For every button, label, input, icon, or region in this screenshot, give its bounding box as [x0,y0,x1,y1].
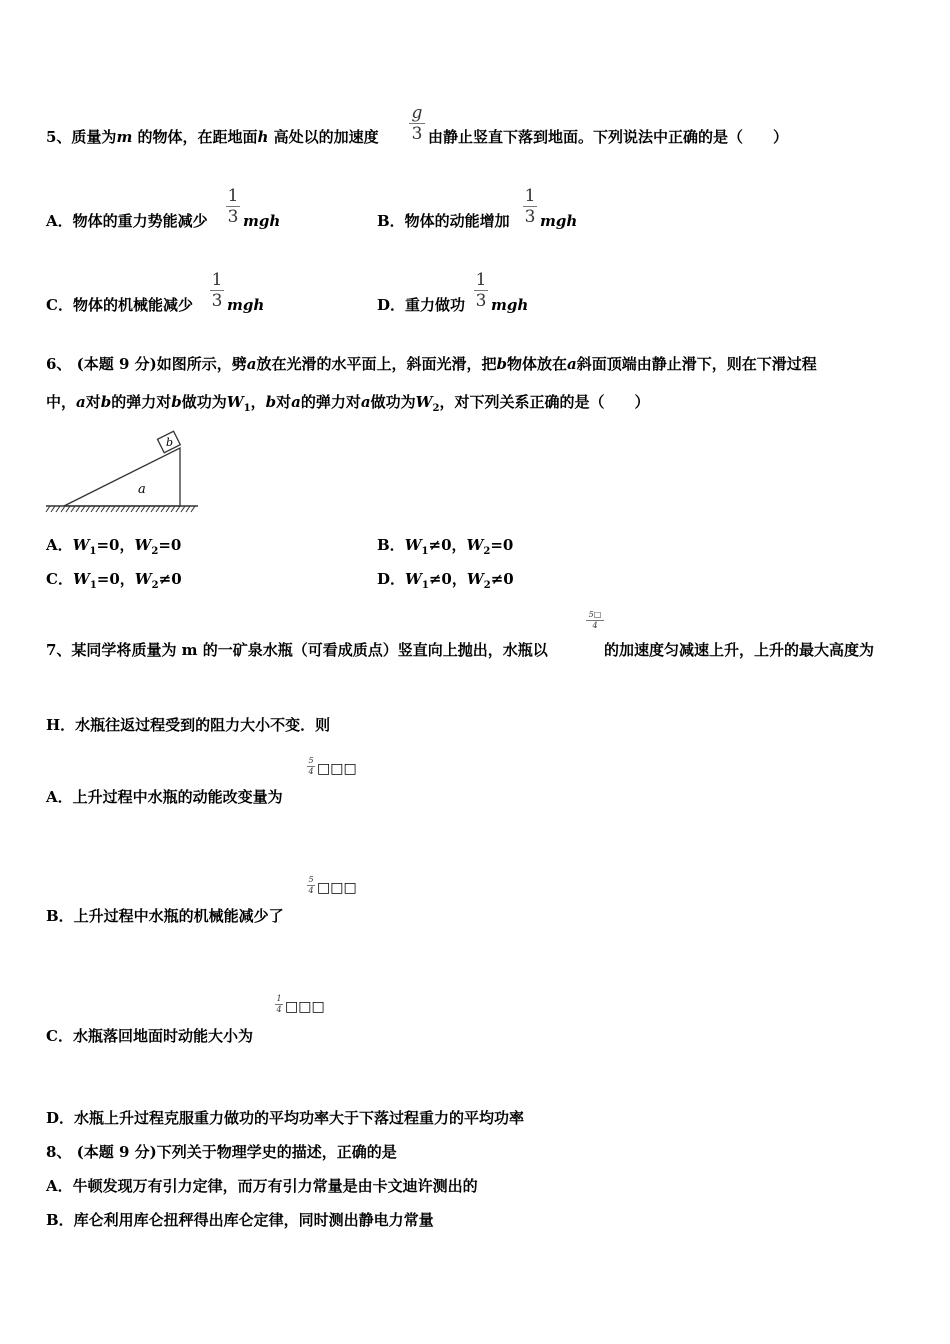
q7-stem-end: 的加速度匀减速上升，上升的最大高度为 [604,641,875,659]
q7-stem-h: H．水瓶往返过程受到的阻力大小不变．则 [46,716,331,734]
q5-option-a-mgh: mgh [243,212,281,230]
q6-option-c[interactable]: C．$W_1=0$，$W_2\ne 0$ [46,570,182,591]
q7-option-b-boxes: □□□ [317,880,357,896]
q5-option-a[interactable]: A．物体的重力势能减少 [46,212,208,230]
q7-option-a-boxes: □□□ [317,761,357,777]
q6-option-b[interactable]: B．$W_1\ne 0$，$W_2=0$ [377,536,514,557]
q5-option-c-fraction: 1 3 [211,270,223,311]
var-h: h [257,128,269,146]
q5-stem-end: 由静止竖直下落到地面。下列说法中正确的是（ ） [428,128,789,146]
q5-option-b[interactable]: B．物体的动能增加 [377,212,510,230]
q6-stem-line2: 中，a对b的弹力对b做功为$W_1$，b对a的弹力对a做功为$W_2$，对下列关系正确的是（ ） [46,393,650,414]
q5-option-a-fraction: 1 3 [227,186,239,227]
q6-option-d[interactable]: D．$W_1\ne 0$，$W_2\ne 0$ [377,570,514,591]
q5-option-d-fraction: 1 3 [475,270,487,311]
q5-option-c[interactable]: C．物体的机械能减少 [46,296,193,314]
q6-wedge-figure [44,428,204,518]
q7-option-c-fraction: 1 4 [276,994,282,1014]
q5-stem: 5、质量为m 的物体，在距地面h 高处以的加速度 [46,128,379,146]
q5-option-b-mgh: mgh [540,212,578,230]
q5-option-b-fraction: 1 3 [524,186,536,227]
q5-option-c-mgh: mgh [227,296,265,314]
q7-option-b-fraction: 5 4 [308,875,314,895]
q8-option-a[interactable]: A．牛顿发现万有引力定律，而万有引力常量是由卡文迪许测出的 [46,1177,478,1195]
q6-stem-line1: 6、 (本题 9 分)如图所示，劈a放在光滑的水平面上，斜面光滑，把b物体放在a斜面顶端由静止滑下，则在下滑过程 [46,355,817,373]
q8-stem: 8、 (本题 9 分)下列关于物理学史的描述，正确的是 [46,1143,397,1161]
q7-option-a-fraction: 5 4 [308,756,314,776]
q7-fraction: 5□ 4 [586,611,604,630]
q5-fraction-g-over-3: g 3 [409,104,425,143]
q6-block-label: b [166,436,174,449]
q7-stem: 7、某同学将质量为 m 的一矿泉水瓶（可看成质点）竖直向上抛出，水瓶以 [46,641,548,659]
q6-wedge-label: a [138,482,146,497]
var-m: m [116,128,133,146]
q6-option-a[interactable]: A．$W_1=0$，$W_2=0$ [46,536,182,557]
q5-option-d-mgh: mgh [491,296,529,314]
q7-option-a[interactable]: A．上升过程中水瓶的动能改变量为 [46,788,283,806]
q7-option-c-boxes: □□□ [285,999,325,1015]
q7-option-b[interactable]: B．上升过程中水瓶的机械能减少了 [46,907,284,925]
q7-option-d[interactable]: D．水瓶上升过程克服重力做功的平均功率大于下落过程重力的平均功率 [46,1109,525,1127]
q8-option-b[interactable]: B．库仑利用库仑扭秤得出库仑定律，同时测出静电力常量 [46,1211,434,1229]
q7-option-c[interactable]: C．水瓶落回地面时动能大小为 [46,1027,253,1045]
q5-option-d[interactable]: D．重力做功 [377,296,466,314]
